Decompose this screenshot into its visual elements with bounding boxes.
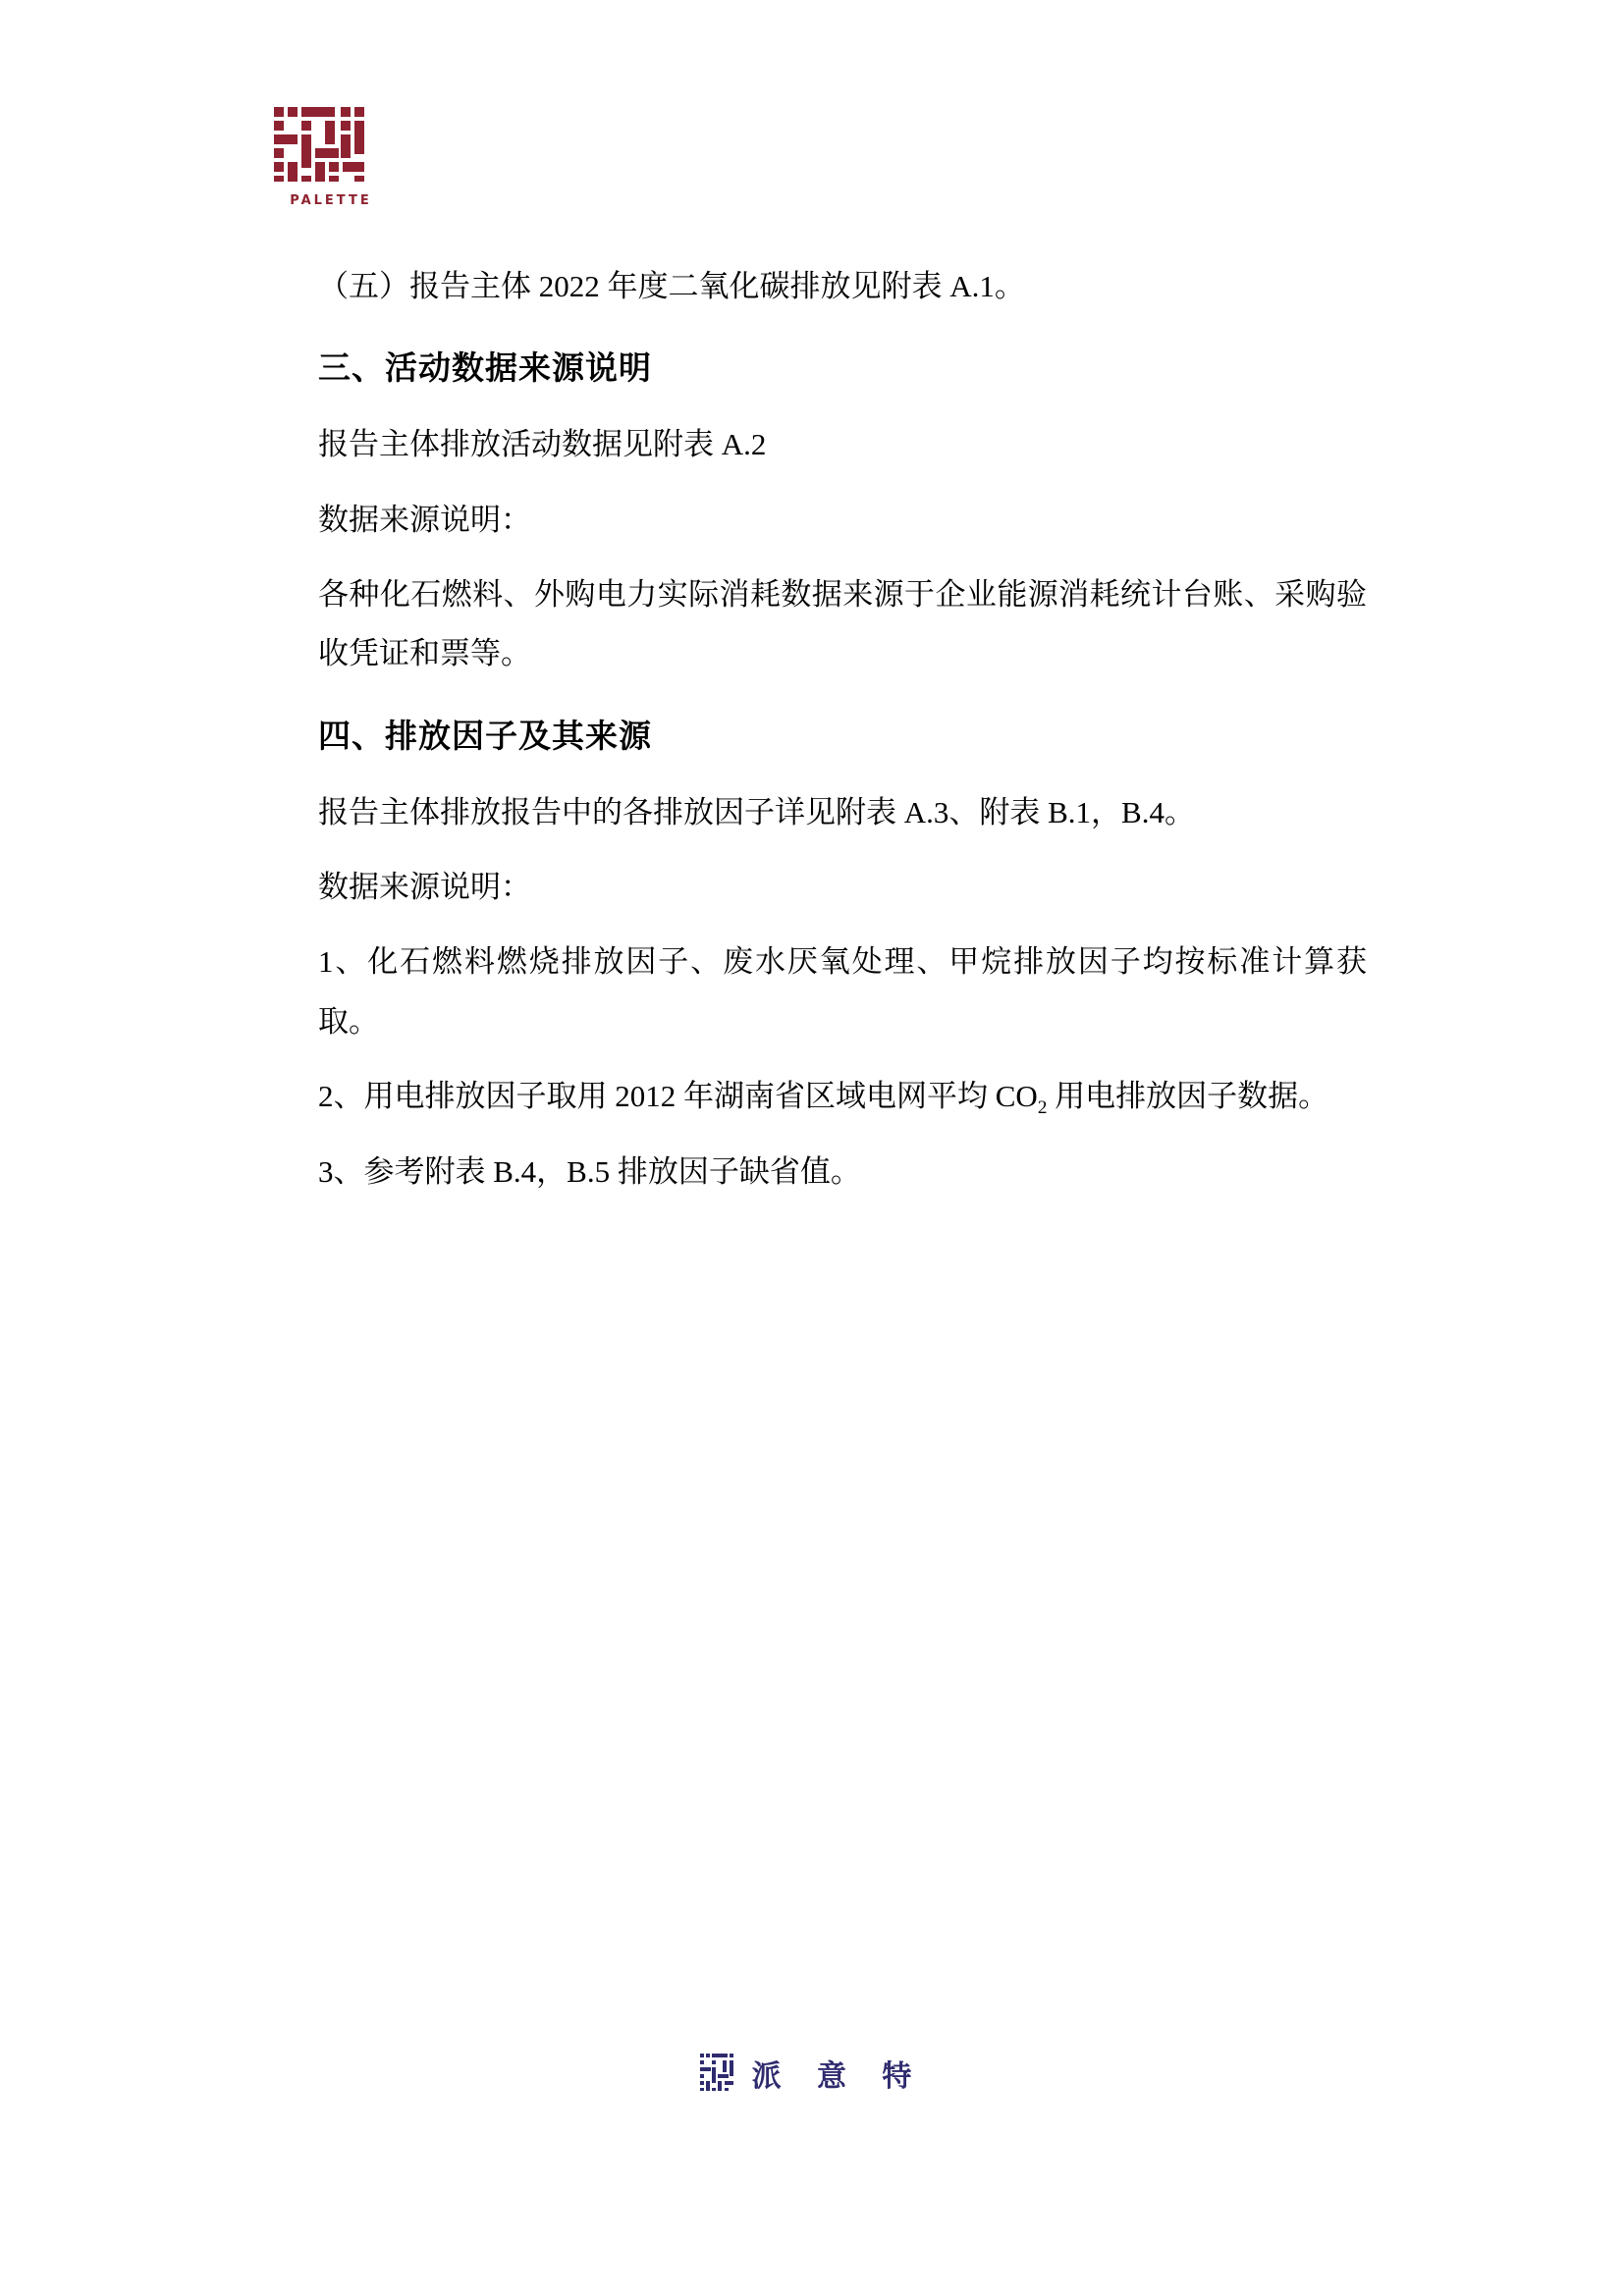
page-footer — [0, 2052, 1624, 2095]
header-logo — [257, 103, 405, 208]
heading-section-4: 四、排放因子及其来源 — [318, 717, 652, 754]
palette-footer-logo-icon — [699, 2052, 738, 2095]
item2-text-a: 2、用电排放因子取用 2012 年湖南省区域电网平均 CO — [318, 1079, 1038, 1114]
logo-wordmark: PALETTE — [290, 193, 372, 208]
document-body — [257, 257, 1367, 1201]
paragraph-five: （五）报告主体 2022 年度二氧化碳排放见附表 A.1。 — [318, 269, 1025, 303]
section4-paragraph-1: 报告主体排放报告中的各排放因子详见附表 A.3、附表 B.1，B.4。 — [318, 794, 1195, 829]
palette-logo-icon — [272, 103, 390, 189]
section3-paragraph-2: 数据来源说明： — [318, 502, 531, 537]
section4-list-item-1: 1、化石燃料燃烧排放因子、废水厌氧处理、甲烷排放因子均按标准计算获取。 — [318, 944, 1367, 1039]
section4-list-item-2 — [257, 1067, 1367, 1127]
heading-section-3: 三、活动数据来源说明 — [318, 349, 652, 387]
co2-subscript: 2 — [1037, 1097, 1048, 1119]
section4-list-item-3: 3、参考附表 B.4，B.5 排放因子缺省值。 — [318, 1153, 861, 1189]
section3-paragraph-1: 报告主体排放活动数据见附表 A.2 — [318, 427, 767, 462]
item2-text-b: 用电排放因子数据。 — [1047, 1079, 1329, 1114]
section4-paragraph-2: 数据来源说明： — [318, 870, 531, 904]
section3-paragraph-3: 各种化石燃料、外购电力实际消耗数据来源于企业能源消耗统计台账、采购验收凭证和票等。 — [318, 577, 1367, 671]
footer-brand: 派 意 特 — [751, 2060, 926, 2093]
